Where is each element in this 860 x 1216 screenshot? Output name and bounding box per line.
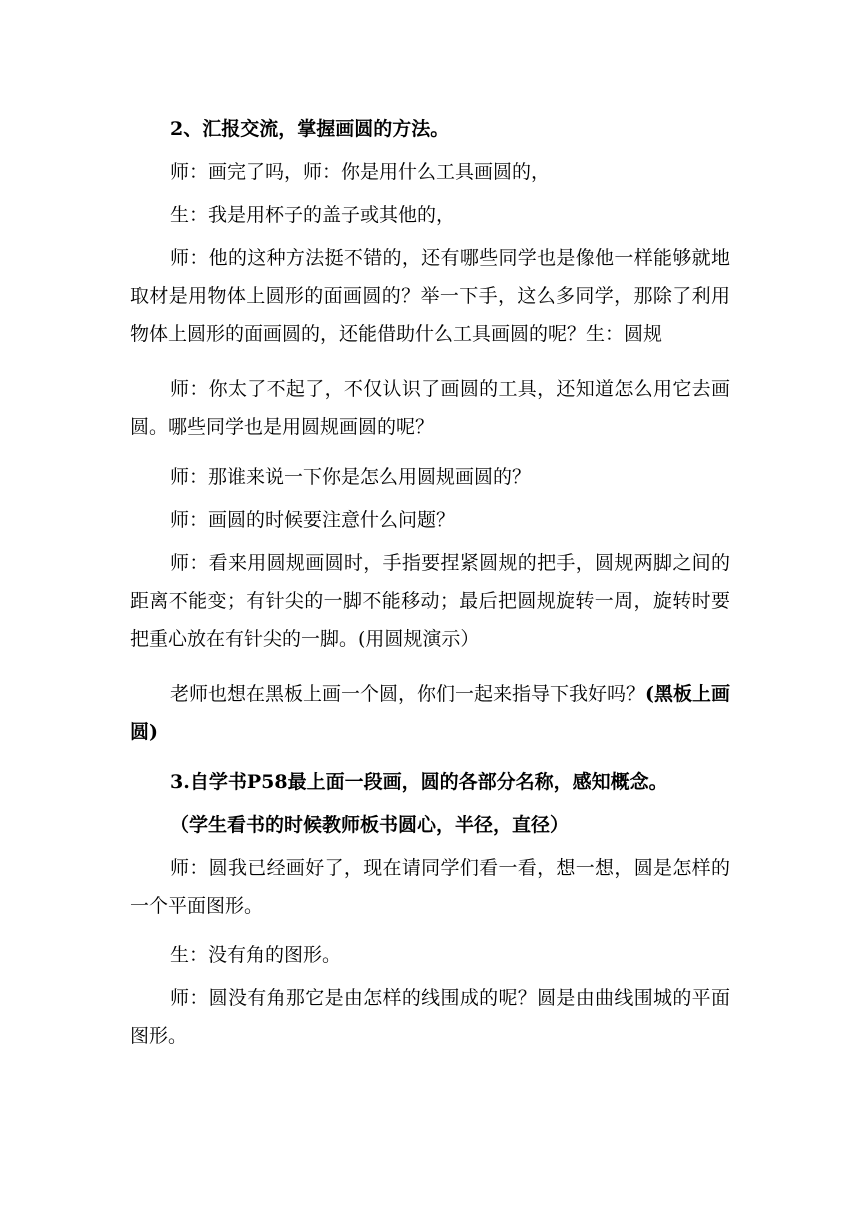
dialogue-teacher-what-shape: 师：圆我已经画好了，现在请同学们看一看，想一想，圆是怎样的一个平面图形。 [130, 857, 730, 917]
dialogue-teacher-method-praise: 师：他的这种方法挺不错的，还有哪些同学也是像他一样能够就地取材是用物体上圆形的面画圆的？举一下手，这么多同学，那除了利用物体上圆形的面画圆的，还能借助什么工具画圆的呢？生：圆规 [130, 247, 730, 345]
dialogue-teacher-how-to-use: 师：那谁来说一下你是怎么用圆规画圆的？ [170, 466, 532, 488]
blackboard-draw-note: (黑板上画圆) [130, 683, 731, 743]
dialogue-teacher-tool-question: 师：画完了吗，师：你是用什么工具画圆的， [170, 161, 551, 183]
dialogue-student-no-angle: 生：没有角的图形。 [170, 944, 342, 966]
teacher-blackboard-request: 老师也想在黑板上画一个圆，你们一起来指导下我好吗？ [170, 683, 646, 705]
section-heading-report: 2、汇报交流，掌握画圆的方法。 [170, 118, 450, 140]
section-heading-selfstudy: 3.自学书P58最上面一段画，圆的各部分名称，感知概念。 [170, 771, 668, 793]
dialogue-teacher-attention: 师：画圆的时候要注意什么问题？ [170, 509, 456, 531]
dialogue-teacher-compass-praise: 师：你太了不起了，不仅认识了画圆的工具，还知道怎么用它去画圆。哪些同学也是用圆规画圆的呢？ [130, 378, 730, 438]
dialogue-student-cup-lid: 生：我是用杯子的盖子或其他的， [170, 204, 456, 226]
teacher-blackboard-paragraph [130, 675, 730, 751]
dialogue-teacher-compass-steps: 师：看来用圆规画圆时，手指要捏紧圆规的把手，圆规两脚之间的距离不能变；有针尖的一脚不能移动；最后把圆规旋转一周，旋转时要把重心放在有针尖的一脚。(用圆规演示） [130, 552, 730, 650]
board-writing-note: （学生看书的时候教师板书圆心，半径，直径） [170, 814, 570, 836]
dialogue-teacher-curve-line: 师：圆没有角那它是由怎样的线围成的呢？圆是由曲线围城的平面图形。 [130, 987, 730, 1047]
